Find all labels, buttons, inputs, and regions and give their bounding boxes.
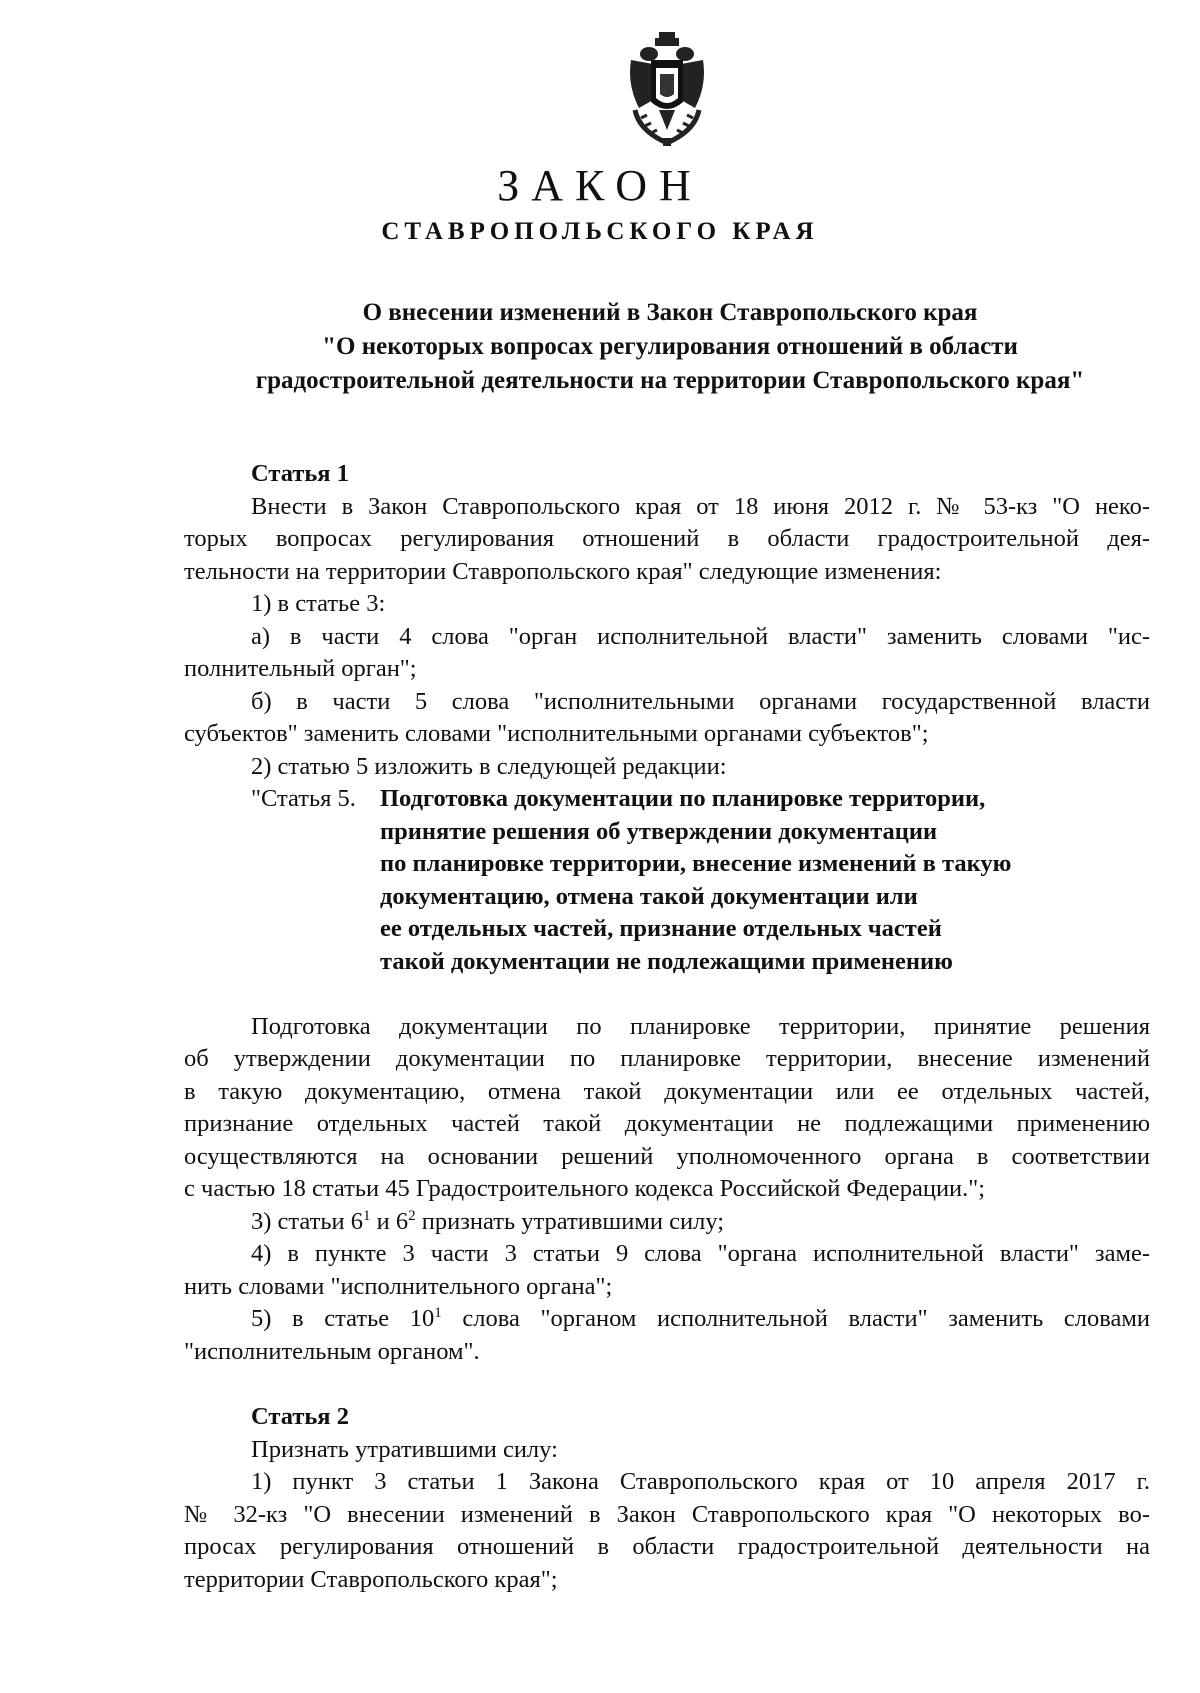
article-5-text-line: осуществляются на основании решений уполномоченного органа в соответствии [184, 1142, 1150, 1170]
article-5-title-line: такой документации не подлежащими применению [380, 947, 953, 975]
article-1 [184, 458, 1150, 1368]
article-2-item-1-line: просах регулирования отношений в области градостроительной деятельности на [184, 1533, 1150, 1560]
article-5-text-line: в такую документацию, отмена такой документации или ее отдельных частей, [184, 1077, 1150, 1105]
article-2-item-1-line: 1) пункт 3 статьи 1 Закона Ставропольского края от 10 апреля 2017 г. [251, 1468, 1150, 1495]
article-5-text-line: об утверждении документации по планировке территории, внесение изменений [184, 1045, 1150, 1072]
article-1-intro-line: торых вопросах регулирования отношений в области градостроительной дея- [184, 525, 1150, 552]
article-2-item-1-line: территории Ставропольского края"; [184, 1565, 558, 1593]
article-5-prefix: "Статья 5. [251, 785, 356, 812]
item-5: 5) в статье $10^1$ слова "органом исполнительной власти" заменить словами [251, 1305, 1150, 1332]
article-5-text-line: Подготовка документации по планировке территории, принятие решения [251, 1012, 1150, 1040]
article-5-heading [184, 783, 1150, 816]
article-2-heading: Статья 2 [251, 1403, 349, 1430]
item-1b-line: б) в части 5 слова "исполнительными органами государственной власти [251, 687, 1150, 715]
item-3: 3) статьи $6^1$ и $6^2$ признать утратившими силу; [251, 1207, 725, 1235]
article-1-heading: Статья 1 [251, 460, 349, 487]
article-1-intro-line: тельности на территории Ставропольского края" следующие изменения: [184, 557, 942, 585]
item-2: 2) статью 5 изложить в следующей редакции: [251, 752, 727, 780]
article-2-item-1-line: № 32-кз "О внесении изменений в Закон Ставропольского края "О некоторых во- [184, 1500, 1150, 1528]
law-word-heading: ЗАКОН [497, 161, 703, 210]
article-2 [184, 1401, 1150, 1596]
item-1b-line: субъектов" заменить словами "исполнительными органами субъектов"; [184, 720, 929, 747]
stavropol-coat-of-arms-icon [625, 30, 709, 148]
article-5-title-line: документацию, отмена такой документации или [380, 882, 918, 910]
law-title [130, 296, 1200, 398]
law-title-line: О внесении изменений в Закон Ставропольского края [362, 299, 978, 326]
item-1a-line: а) в части 4 слова "орган исполнительной власти" заменить словами "ис- [251, 622, 1150, 650]
article-5-text-line: признание отдельных частей такой документации не подлежащими применению [184, 1110, 1150, 1137]
article-5-title-line: принятие решения об утверждении документации [380, 817, 938, 845]
law-title-line: градостроительной деятельности на территории Ставропольского края" [255, 367, 1085, 394]
item-4-line: нить словами "исполнительного органа"; [184, 1272, 613, 1300]
law-title-line: "О некоторых вопросах регулирования отношений в области [322, 333, 1018, 360]
item-1a-line: полнительный орган"; [184, 655, 417, 682]
item-4-line: 4) в пункте 3 части 3 статьи 9 слова "органа исполнительной власти" заме- [251, 1240, 1150, 1267]
region-heading: СТАВРОПОЛЬСКОГО КРАЯ [381, 218, 819, 245]
item-5-cont: "исполнительным органом". [184, 1337, 480, 1365]
article-5-title-line: ее отдельных частей, признание отдельных частей [380, 915, 942, 942]
article-5-title-line: по планировке территории, внесение изменений в такую [380, 850, 1012, 877]
article-1-intro-line: Внести в Закон Ставропольского края от 18 июня 2012 г. № 53-кз "О неко- [251, 492, 1150, 520]
item-1: 1) в статье 3: [251, 590, 386, 617]
article-5-title-line: Подготовка документации по планировке территории, [380, 785, 986, 812]
article-5-text-line: с частью 18 статьи 45 Градостроительного кодекса Российской Федерации."; [184, 1175, 986, 1202]
article-2-intro: Признать утратившими силу: [251, 1435, 558, 1463]
